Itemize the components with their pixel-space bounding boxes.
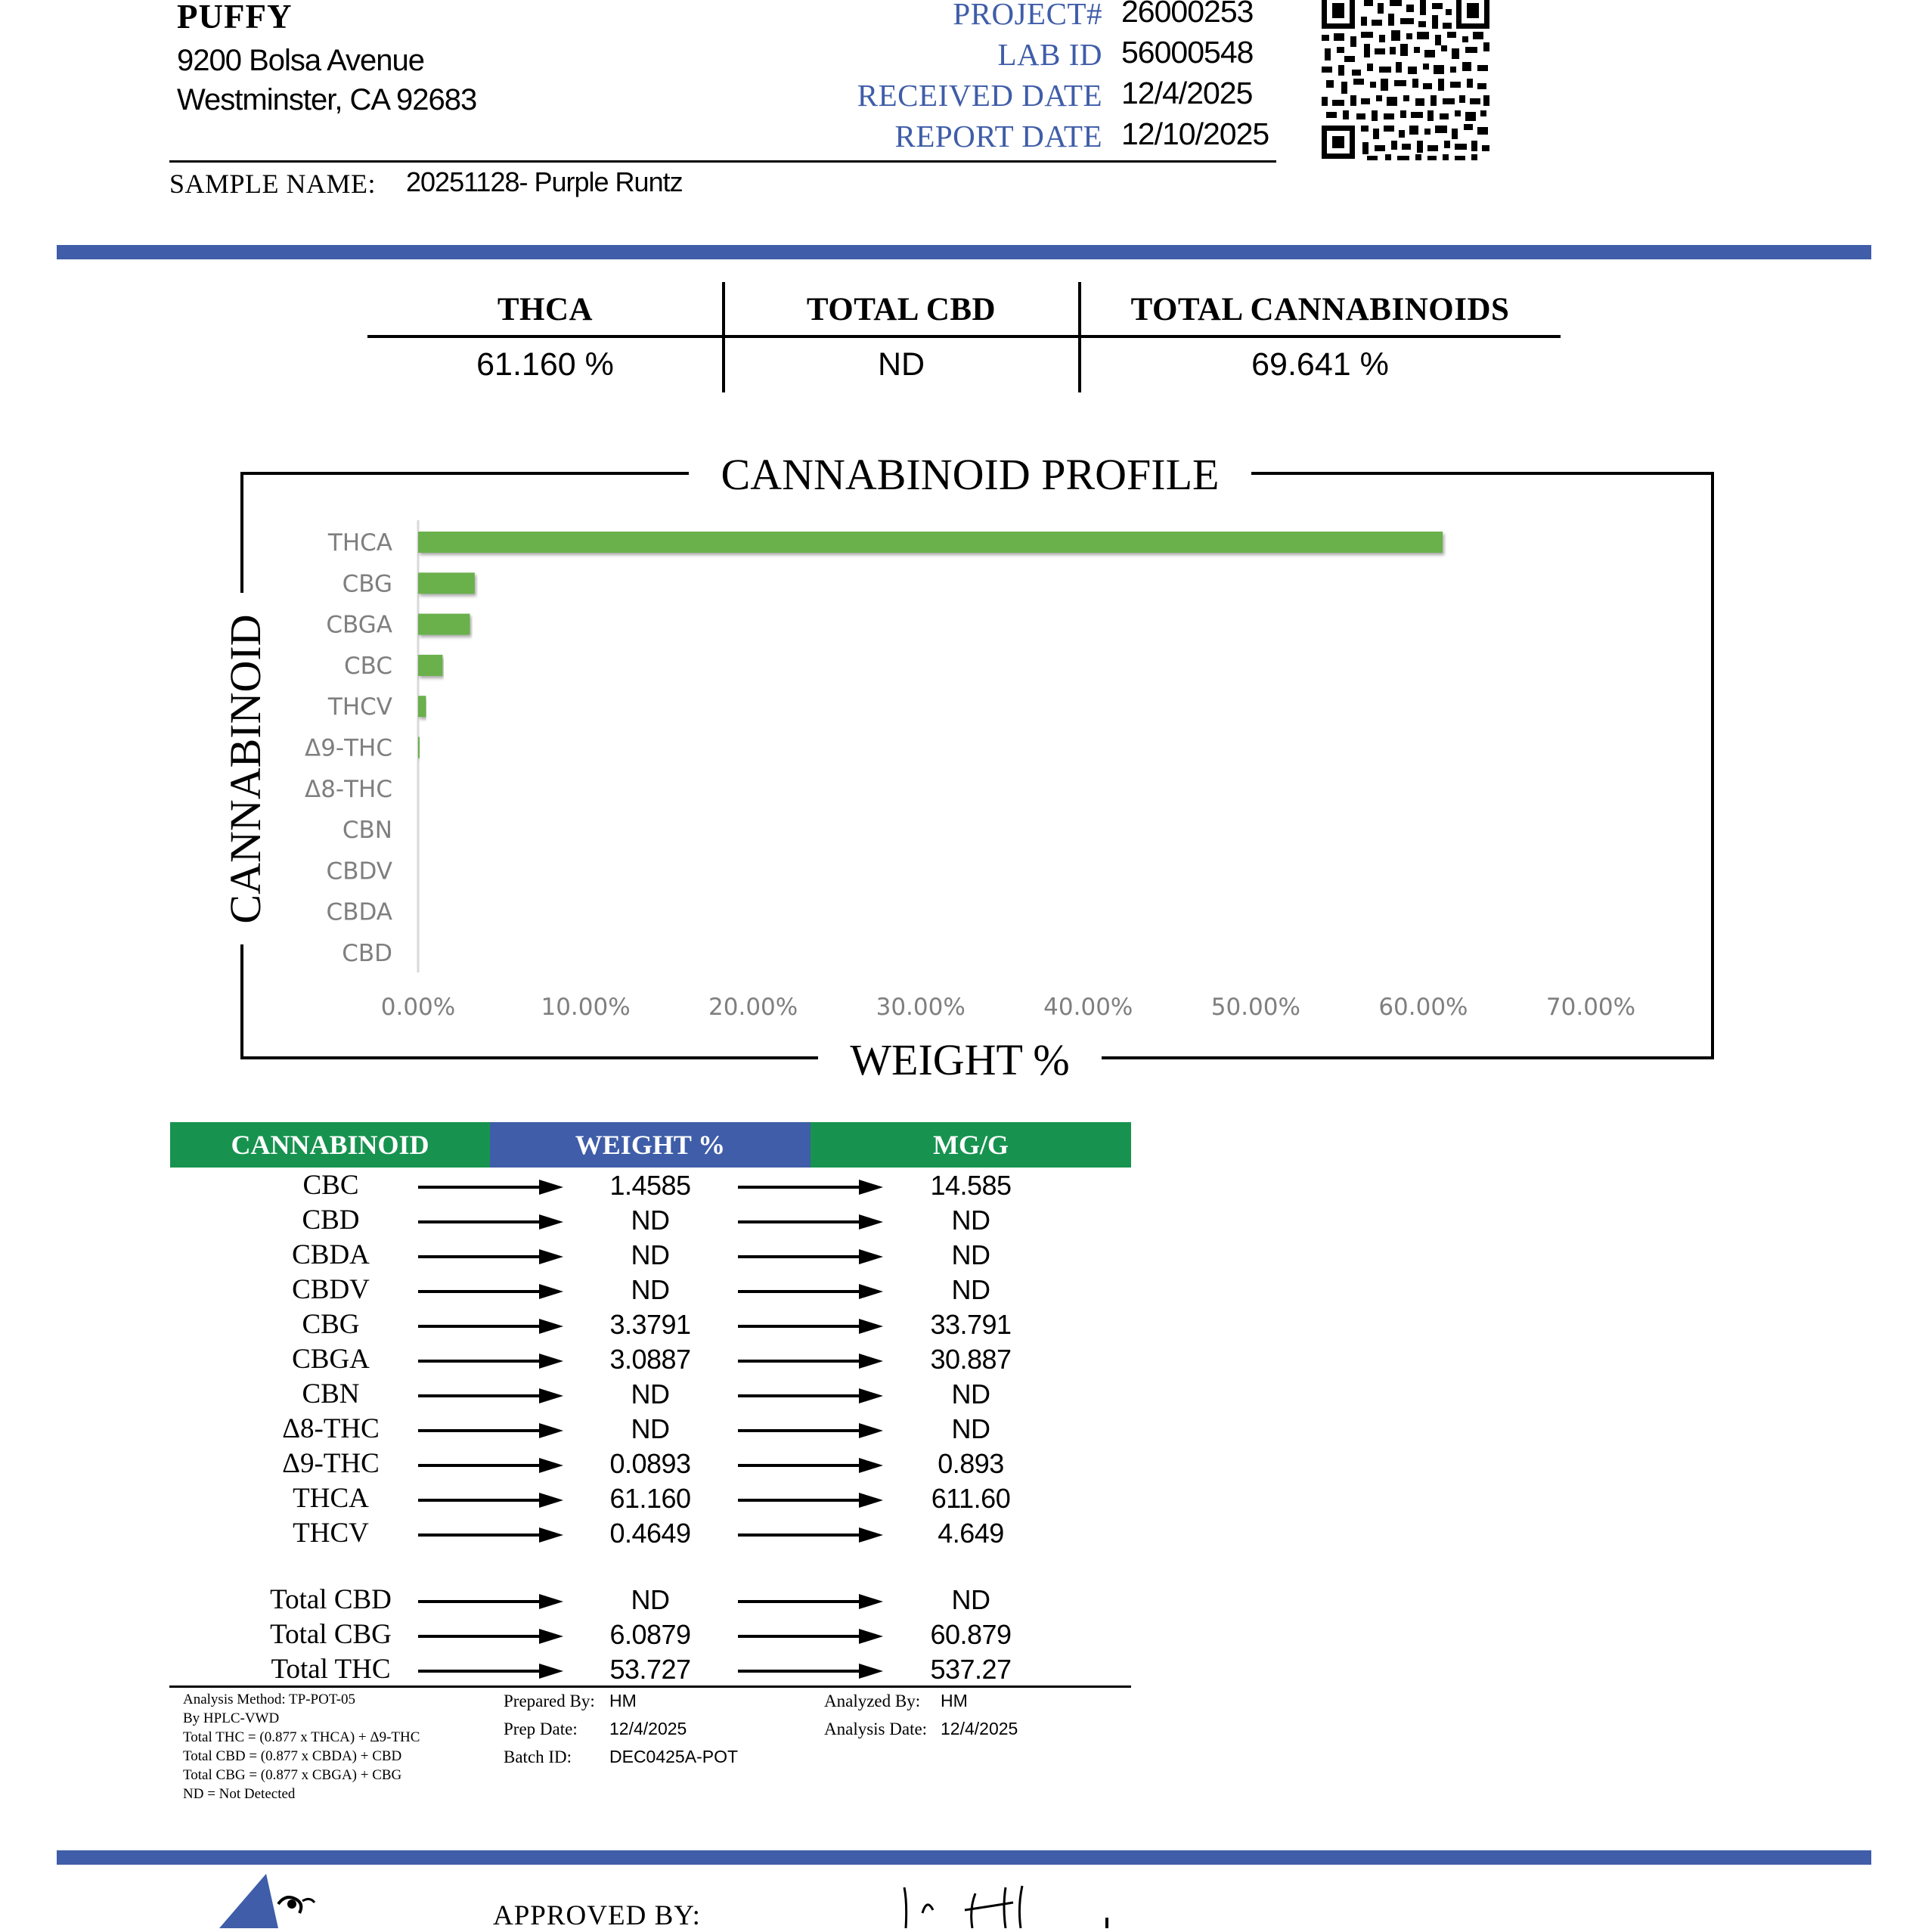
chart-title: CANNABINOID PROFILE (721, 450, 1220, 499)
row-cannabinoid-name: CBDA (292, 1239, 370, 1270)
chart-bar (418, 737, 420, 758)
note-line: Total CBD = (0.877 x CBDA) + CBD (183, 1748, 402, 1764)
table-row (0, 1342, 1928, 1377)
row-cannabinoid-name: Δ9-THC (282, 1448, 380, 1479)
chart-x-axis-label: WEIGHT % (850, 1035, 1070, 1084)
row-cannabinoid-name: CBC (302, 1170, 359, 1201)
table-row (0, 1168, 1928, 1203)
row-weight-value: ND (631, 1378, 670, 1409)
received-date-value: 12/4/2025 (1121, 76, 1253, 110)
table-total-row (0, 1617, 1928, 1652)
received-date-label: RECEIVED DATE (857, 78, 1102, 113)
table-row (0, 1412, 1928, 1447)
row-cannabinoid-name: Δ8-THC (282, 1413, 380, 1444)
row-weight-value: 1.4585 (609, 1170, 691, 1201)
row-cannabinoid-name: THCV (293, 1518, 369, 1549)
note-line: By HPLC-VWD (183, 1710, 280, 1726)
row-mg-value: ND (951, 1274, 990, 1305)
chart-x-tick-label: 10.00% (541, 994, 631, 1021)
client-address-line2: Westminster, CA 92683 (177, 83, 477, 116)
client-name: PUFFY (177, 0, 293, 36)
summary-total-cbd-value: ND (877, 346, 925, 383)
chart-bar (418, 696, 426, 717)
analysis-date-value: 12/4/2025 (941, 1719, 1018, 1738)
row-weight-value: 3.3791 (609, 1309, 691, 1340)
note-line: Total CBG = (0.877 x CBGA) + CBG (183, 1767, 402, 1783)
chart-category-label: CBD (342, 940, 392, 967)
row-mg-value: 537.27 (930, 1654, 1012, 1685)
row-mg-value: ND (951, 1378, 990, 1409)
row-mg-value: 33.791 (930, 1309, 1012, 1340)
summary-total-cannabinoids-label: TOTAL CANNABINOIDS (1130, 292, 1510, 327)
chart-x-tick-label: 50.00% (1210, 994, 1300, 1021)
report-date-label: REPORT DATE (894, 119, 1102, 154)
analyzed-by-label: Analyzed By: (824, 1692, 921, 1710)
chart-bar (418, 614, 470, 635)
table-header-weight: WEIGHT % (490, 1122, 811, 1168)
chart-category-label: THCV (327, 693, 392, 721)
row-weight-value: 0.0893 (609, 1448, 691, 1479)
row-cannabinoid-name: THCA (293, 1483, 369, 1514)
lab-logo (219, 1874, 348, 1928)
prep-date-label: Prep Date: (504, 1720, 578, 1738)
chart-category-label: CBDA (326, 898, 392, 926)
approved-by-label: APPROVED BY: (493, 1900, 701, 1931)
row-weight-value: 3.0887 (609, 1344, 691, 1375)
table-total-row (0, 1652, 1928, 1687)
note-line: ND = Not Detected (183, 1786, 296, 1802)
table-row (0, 1447, 1928, 1481)
prepared-by-value: HM (609, 1691, 637, 1710)
lab-id-value: 56000548 (1121, 35, 1254, 70)
table-row (0, 1516, 1928, 1551)
chart-category-label: CBG (342, 570, 392, 598)
sample-name-value: 20251128- Purple Runtz (406, 166, 683, 197)
note-line: Total THC = (0.877 x THCA) + Δ9-THC (183, 1729, 420, 1745)
row-mg-value: 0.893 (938, 1448, 1004, 1479)
chart-y-axis-label: CANNABINOID (221, 614, 270, 924)
summary-thca-label: THCA (497, 292, 594, 327)
batch-id-label: Batch ID: (504, 1747, 572, 1766)
row-weight-value: 0.4649 (609, 1518, 691, 1549)
row-weight-value: 6.0879 (609, 1619, 691, 1650)
row-weight-value: ND (631, 1239, 670, 1270)
row-cannabinoid-name: Total CBD (270, 1584, 392, 1615)
row-mg-value: ND (951, 1584, 990, 1615)
row-mg-value: ND (951, 1239, 990, 1270)
table-total-row (0, 1583, 1928, 1617)
row-mg-value: 4.649 (938, 1518, 1004, 1549)
sample-name-label: SAMPLE NAME: (169, 169, 377, 199)
chart-bar (418, 655, 442, 676)
table-row (0, 1307, 1928, 1342)
chart-x-tick-label: 30.00% (876, 994, 966, 1021)
summary-thca-value: 61.160 % (476, 346, 614, 383)
chart-x-tick-label: 70.00% (1545, 994, 1636, 1021)
row-cannabinoid-name: Total THC (271, 1654, 391, 1685)
summary-total-cbd-label: TOTAL CBD (806, 292, 997, 327)
prepared-by-label: Prepared By: (504, 1692, 595, 1710)
chart-category-label: CBC (343, 652, 392, 680)
table-header-cannabinoid: CANNABINOID (170, 1122, 490, 1168)
table-row (0, 1377, 1928, 1412)
table-row (0, 1203, 1928, 1238)
chart-category-label: CBGA (326, 611, 392, 639)
table-row (0, 1481, 1928, 1516)
signature (892, 1883, 1119, 1928)
note-line: Analysis Method: TP-POT-05 (183, 1692, 356, 1707)
row-mg-value: 60.879 (930, 1619, 1012, 1650)
chart-x-tick-label: 60.00% (1378, 994, 1468, 1021)
chart-category-label: Δ8-THC (304, 775, 392, 803)
chart-category-label: CBDV (326, 857, 392, 885)
table-bottom-rule (169, 1685, 1131, 1688)
row-cannabinoid-name: CBD (302, 1205, 360, 1236)
summary-total-cannabinoids-value: 69.641 % (1251, 346, 1389, 383)
row-mg-value: 14.585 (930, 1170, 1012, 1201)
row-mg-value: ND (951, 1205, 990, 1236)
row-weight-value: ND (631, 1205, 670, 1236)
chart-x-tick-label: 20.00% (708, 994, 798, 1021)
report-date-value: 12/10/2025 (1121, 116, 1269, 151)
row-weight-value: ND (631, 1584, 670, 1615)
chart-x-tick-label: 0.00% (380, 994, 456, 1021)
client-address-line1: 9200 Bolsa Avenue (177, 44, 425, 77)
chart-bar (418, 572, 475, 594)
row-cannabinoid-name: CBGA (292, 1344, 370, 1375)
table-row (0, 1273, 1928, 1307)
row-cannabinoid-name: CBDV (292, 1274, 370, 1305)
row-mg-value: ND (951, 1413, 990, 1444)
chart-bar (418, 532, 1443, 553)
chart-category-label: Δ9-THC (304, 734, 392, 762)
analysis-notes (183, 1690, 420, 1803)
chart-x-tick-label: 40.00% (1043, 994, 1133, 1021)
row-weight-value: 53.727 (609, 1654, 691, 1685)
table-header-mg-g: MG/G (811, 1122, 1131, 1168)
project-value: 26000253 (1121, 0, 1254, 29)
table-row (0, 1238, 1928, 1273)
row-cannabinoid-name: CBN (302, 1378, 360, 1409)
row-weight-value: 61.160 (609, 1483, 691, 1514)
row-weight-value: ND (631, 1413, 670, 1444)
analysis-date-label: Analysis Date: (824, 1720, 928, 1738)
chart-category-label: CBN (342, 817, 392, 845)
bottom-blue-band (57, 1850, 1871, 1865)
lab-id-label: LAB ID (997, 37, 1102, 72)
row-cannabinoid-name: CBG (302, 1309, 360, 1340)
row-mg-value: 30.887 (930, 1344, 1012, 1375)
row-weight-value: ND (631, 1274, 670, 1305)
prep-date-value: 12/4/2025 (609, 1719, 687, 1738)
row-cannabinoid-name: Total CBG (270, 1619, 392, 1650)
analyzed-by-value: HM (941, 1691, 968, 1710)
row-mg-value: 611.60 (931, 1483, 1011, 1514)
chart-category-label: THCA (327, 529, 392, 557)
batch-id-value: DEC0425A-POT (609, 1747, 739, 1766)
project-label: PROJECT# (953, 0, 1102, 31)
